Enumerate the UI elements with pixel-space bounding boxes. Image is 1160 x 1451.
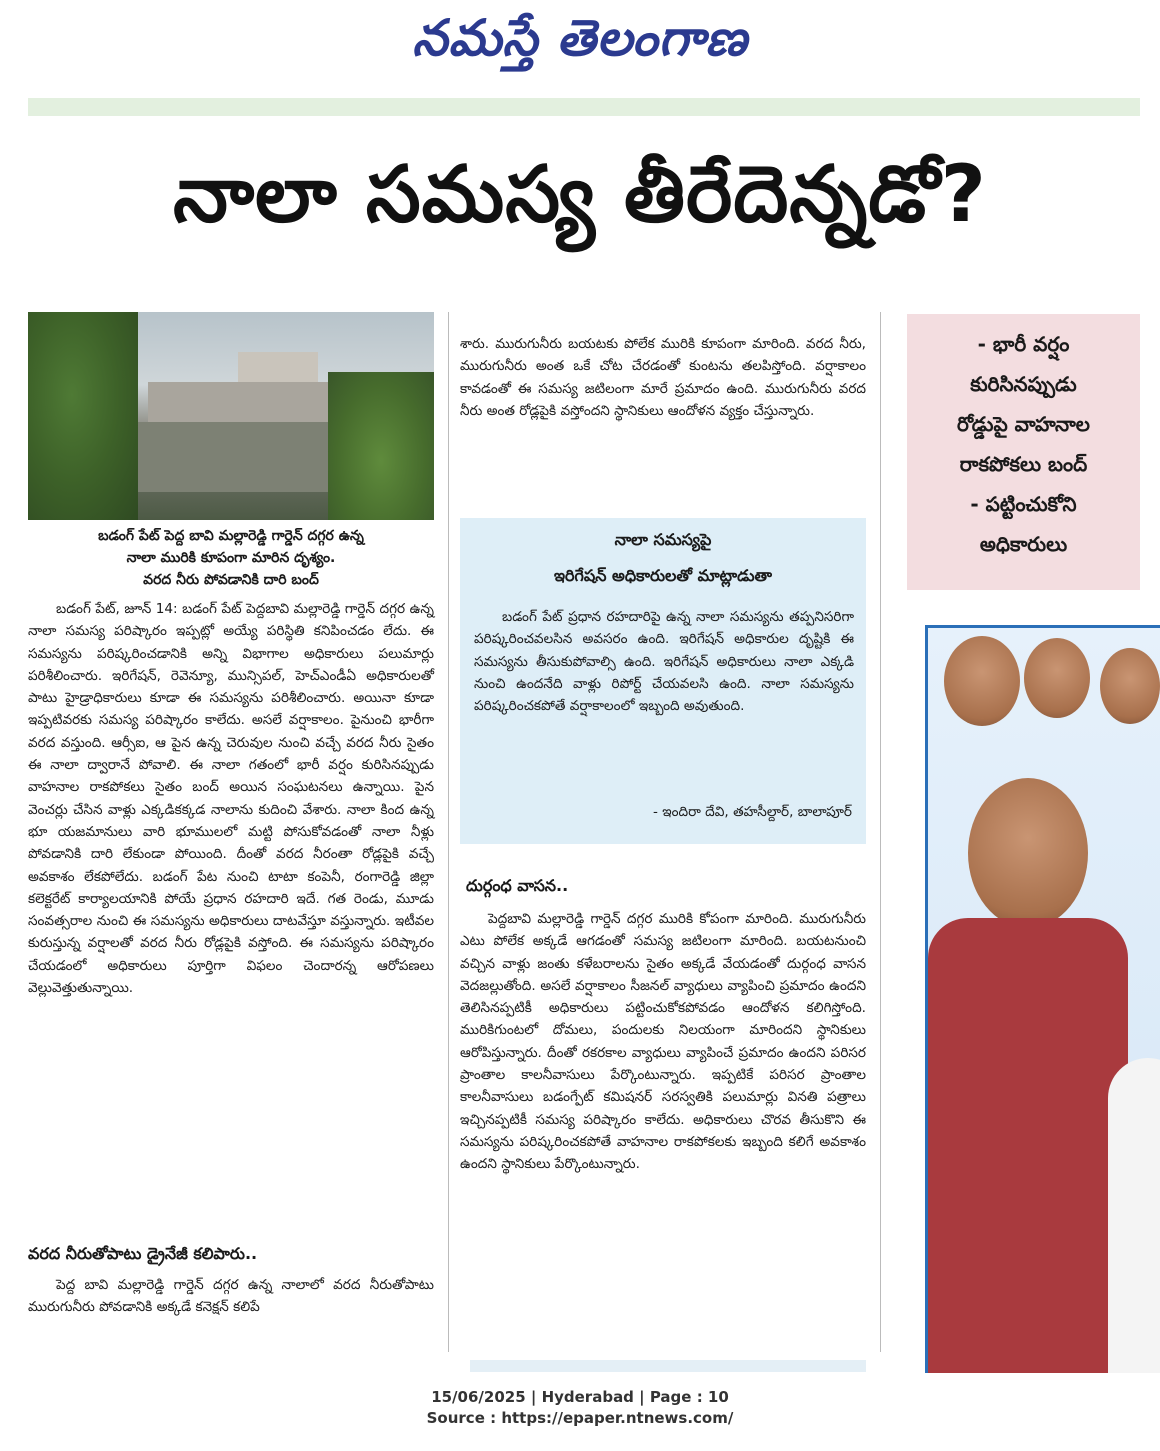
- ad-face: [1100, 648, 1160, 724]
- photo-wall: [148, 382, 338, 422]
- highlight-line: - పట్టించుకోని: [970, 492, 1077, 516]
- headline: నాలా సమస్య తీరేదెన్నడో?: [173, 150, 987, 240]
- column-divider: [448, 312, 449, 1352]
- highlight-line: రాకపోకలు బంద్: [959, 452, 1088, 476]
- highlights-box: [907, 314, 1140, 590]
- caption-line: బడంగ్ పేట్ పెద్ద బావి మల్లారెడ్డి గార్డెన్ దగ్గర ఉన్న: [98, 528, 364, 544]
- quote-title-1: నాలా సమస్యపై: [614, 530, 712, 549]
- article-column-1: [28, 598, 434, 999]
- article-column-2b: [460, 908, 866, 1176]
- highlight-line: రోడ్డుపై వాహనాల: [956, 412, 1090, 436]
- ad-face-main: [968, 778, 1088, 928]
- footer-date-page: 15/06/2025 | Hyderabad | Page : 10: [431, 1388, 729, 1406]
- article-paragraph: పెద్దబావి మల్లారెడ్డి గార్డెన్ దగ్గర మురికి కోపంగా మారింది. మురుగునీరు ఎటు పోలేక అక్కడే ఆగడంతో సమస్య జటిలంగా మారింది. బయటనుంచి వచ్చిన వాళ్లు జంతు కళేబరాలను సైతం అక్కడే వేయడంతో దుర్గంధ వాసన వెదజల్లుతోంది. అసలే వర్షాకాలం సీజనల్ వ్యాధులు వ్యాపించి ప్రమాదం ఉందని తెలిసినప్పటికీ అధికారులు పట్టించుకోకపోవడం ఆందోళన కలిగిస్తోంది. మురికిగుంటలో దోమలు, పందులకు నిలయంగా మారిందని స్థానికులు ఆరోపిస్తున్నారు. దీంతో రకరకాల వ్యాధులు వ్యాపించే ప్రమాదం ఉందని పరిసర ప్రాంతాల కాలనీవాసులు పేర్కొంటున్నారు. ఇప్పటికే పరిసర ప్రాంతాల కాలనీవాసులు బడంగ్పేట్ కమిషనర్ సరస్వతికి పలుమార్లు వినతి పత్రాలు ఇచ్చినప్పటికీ సమస్య పరిష్కారం కాలేదు. అధికారులు చొరవ తీసుకొని ఈ సమస్యను పరిష్కరించకపోతే వాహనాల రాకపోకలకు ఇబ్బంది కలిగే అవకాశం ఉందని స్థానికులు పేర్కొంటున్నారు.: [460, 911, 866, 1173]
- ad-white-shirt: [1108, 1058, 1160, 1373]
- photo-tree: [28, 312, 138, 520]
- footer-source: Source : https://epaper.ntnews.com/: [426, 1409, 734, 1427]
- masthead-logo: నమస్తే తెలంగాణ: [412, 8, 748, 67]
- page-footer: [0, 1387, 1160, 1429]
- quote-signature: - ఇందిరా దేవి, తహసీల్దార్, బాలాపూర్: [653, 804, 852, 820]
- photo-bush: [328, 372, 434, 520]
- subhead-drainage: వరద నీరుతోపాటు డ్రైనేజీ కలిపారు..: [28, 1244, 258, 1263]
- top-strip: [28, 98, 1140, 116]
- bottom-strip: [470, 1360, 866, 1372]
- subhead-stench: దుర్గంధ వాసన..: [466, 876, 569, 895]
- highlight-line: - భారీ వర్షం: [977, 332, 1070, 356]
- article-paragraph: శారు. మురుగునీరు బయటకు పోలేక మురికి కూపంగా మారింది. వరద నీరు, మురుగునీరు అంత ఒకే చోట చేరడంతో కుంటను తలపిస్తోంది. వర్షాకాలం కావడంతో ఈ సమస్య జటిలంగా మారే ప్రమాదం ఉంది. మురుగునీరు వరద నీరు అంత రోడ్లపైకి వస్తోందని స్థానికులు ఆందోళన వ్యక్తం చేస్తున్నారు.: [460, 336, 866, 419]
- article-paragraph: పెద్ద బావి మల్లారెడ్డి గార్డెన్ దగ్గర ఉన్న నాలాలో వరద నీరుతోపాటు మురుగునీరు పోవడానికి అక్కడే కనెక్షన్ కలిపే: [28, 1277, 434, 1316]
- highlight-line: కురిసినప్పుడు: [970, 372, 1077, 396]
- caption-line: వరద నీరు పోవడానికి దారి బంద్: [143, 572, 319, 588]
- ad-red-shirt: [928, 918, 1128, 1373]
- column-divider: [880, 312, 881, 1352]
- quote-body: [474, 606, 854, 717]
- article-paragraph: బడంగ్ పేట్, జూన్ 14: బడంగ్ పేట్ పెద్దబావి మల్లారెడ్డి గార్డెన్ దగ్గర ఉన్న నాలా సమస్య పరిష్కారం ఇప్పట్లో అయ్యే పరిస్థితి కనిపించడం లేదు. ఈ సమస్యను పరిష్కరించడానికి అన్ని విభాగాల అధికారులు పలుమార్లు పరిశీలించారు. ఇరిగేషన్, రెవెన్యూ, మున్సిపల్, హెచ్ఎండీఏ అధికారులతో పాటు హైడ్రాధికారులు కూడా ఈ సమస్యను పరిశీలించారు. అయినా కూడా ఇప్పటివరకు సమస్య పరిష్కారం కాలేదు. అసలే వర్షాకాలం. పైనుంచి భారీగా వరద వస్తుంది. ఆర్సీఐ, ఆ పైన ఉన్న చెరువుల నుంచి వచ్చే వరద నీరు సైతం ఈ నాలా ద్వారానే పోవాలి. ఈ నాలా గతంలో భారీ వర్షం కురిసినప్పుడు వాహనాల రాకపోకలు సైతం బంద్ అయిన సంఘటనలు ఉన్నాయి. పైన వెంచర్లు చేసిన వాళ్లు ఎక్కడికక్కడ నాలాను కుదించి వేశారు. నాలా కింద ఉన్న భూ యజమానులు వారి భూములలో మట్టి పోసుకోవడంతో నాలా నీళ్లు పోవడానికి దారి లేకుండా పోయింది. దీంతో వరద నీరంతా రోడ్లపైకి వచ్చే అవకాశం లేకపోలేదు. బడంగ్ పేట నుంచి టాటా కంపెనీ, రంగారెడ్డి జిల్లా కలెక్టరేట్ కార్యాలయానికి పోయే ప్రధాన రహదారి ఇదే. గత రెండు, మూడు సంవత్సరాల నుంచి ఈ సమస్యను అధికారులు దాటవేస్తూ వస్తున్నారు. ఇటీవల కురుస్తున్న వర్షాలతో వరద నీరు రోడ్లపైకి వస్తోంది. ఈ సమస్యను పరిష్కారం చేయడంలో అధికారులు పూర్తిగా విఫలం చెందారన్న ఆరోపణలు వెల్లువెత్తుతున్నాయి.: [28, 601, 434, 997]
- quote-title-2: ఇరిగేషన్ అధికారులతో మాట్లాడుతా: [554, 566, 772, 585]
- ad-face: [1024, 638, 1090, 718]
- caption-line: నాలా మురికి కూపంగా మారిన దృశ్యం.: [126, 550, 336, 566]
- ad-face: [944, 636, 1020, 726]
- article-column-1b: [28, 1274, 434, 1319]
- news-photo: [28, 312, 434, 520]
- article-column-2a: [460, 333, 866, 422]
- advertisement-photo: [925, 625, 1160, 1373]
- quote-box: [460, 518, 866, 844]
- photo-caption: [28, 525, 434, 591]
- quote-paragraph: బడంగ్ పేట్ ప్రధాన రహదారిపై ఉన్న నాలా సమస్యను తప్పనిసరిగా పరిష్కరించవలసిన అవసరం ఉంది. ఇరిగేషన్ అధికారుల దృష్టికి ఈ సమస్యను తీసుకుపోవాల్సి ఉంది. ఇరిగేషన్ అధికారులు నాలా ఎక్కడి నుంచి ఉందనేది వాళ్లు రిపోర్ట్ చేయవలసి ఉంది. నాలా సమస్యను పరిష్కరించకపోతే వర్షాకాలంలో ఇబ్బంది అవుతుంది.: [474, 609, 854, 715]
- highlight-line: అధికారులు: [979, 532, 1068, 556]
